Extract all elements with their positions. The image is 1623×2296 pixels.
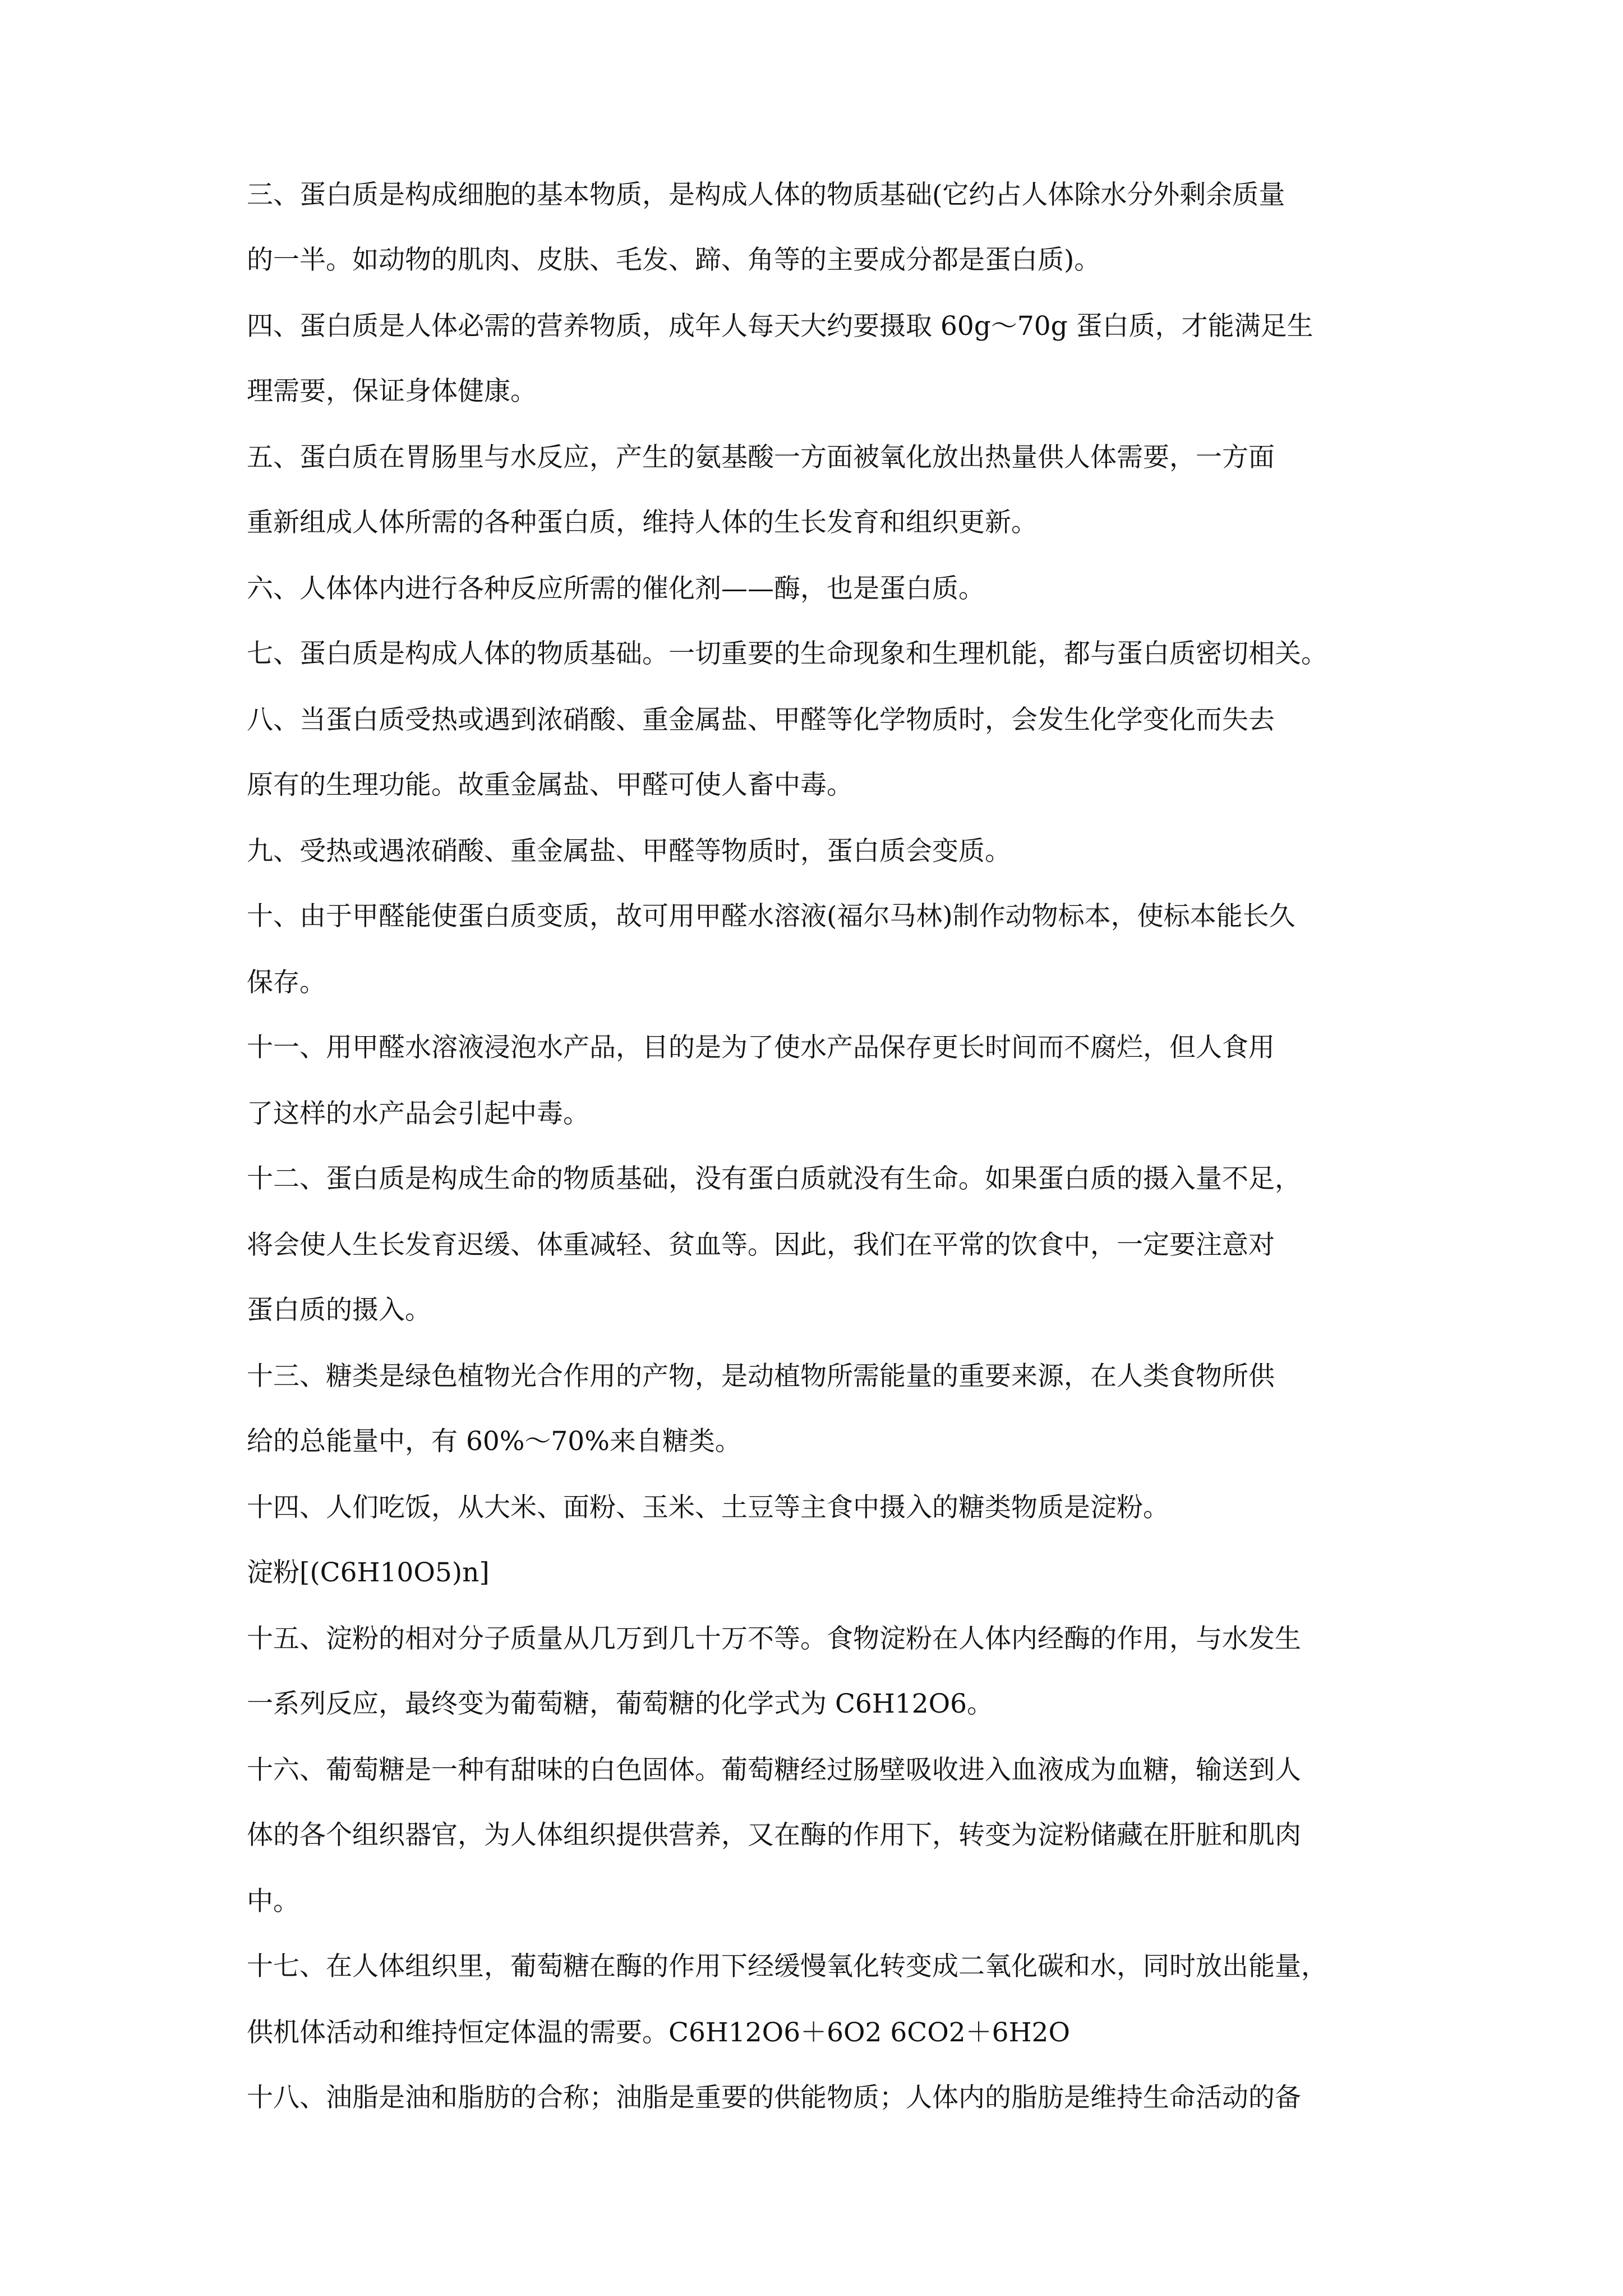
text-line: 了这样的水产品会引起中毒。 xyxy=(247,1098,589,1129)
text-line: 八、当蛋白质受热或遇到浓硝酸、重金属盐、甲醛等化学物质时，会发生化学变化而失去 xyxy=(247,705,1275,735)
text-line: 九、受热或遇浓硝酸、重金属盐、甲醛等物质时，蛋白质会变质。 xyxy=(247,836,1011,867)
text-line: 十、由于甲醛能使蛋白质变质，故可用甲醛水溶液(福尔马林)制作动物标本，使标本能长久 xyxy=(247,901,1295,932)
text-line: 十四、人们吃饭，从大米、面粉、玉米、土豆等主食中摄入的糖类物质是淀粉。 xyxy=(247,1492,1169,1523)
text-line: 给的总能量中，有 60%～70%来自糖类。 xyxy=(247,1426,741,1457)
text-line: 蛋白质的摄入。 xyxy=(247,1295,431,1326)
text-line: 保存。 xyxy=(247,967,326,998)
text-line: 原有的生理功能。故重金属盐、甲醛可使人畜中毒。 xyxy=(247,770,853,800)
text-line: 重新组成人体所需的各种蛋白质，维持人体的生长发育和组织更新。 xyxy=(247,507,1038,538)
text-line: 中。 xyxy=(247,1886,299,1917)
text-line: 十二、蛋白质是构成生命的物质基础，没有蛋白质就没有生命。如果蛋白质的摄入量不足， xyxy=(247,1163,1301,1194)
text-line: 三、蛋白质是构成细胞的基本物质，是构成人体的物质基础(它约占人体除水分外剩余质量 xyxy=(247,180,1285,210)
text-line: 的一半。如动物的肌肉、皮肤、毛发、蹄、角等的主要成分都是蛋白质)。 xyxy=(247,245,1101,275)
text-line: 十八、油脂是油和脂肪的合称；油脂是重要的供能物质；人体内的脂肪是维持生命活动的备 xyxy=(247,2082,1301,2113)
text-line: 理需要，保证身体健康。 xyxy=(247,376,537,407)
text-line: 六、人体体内进行各种反应所需的催化剂——酶，也是蛋白质。 xyxy=(247,573,985,604)
text-line: 十七、在人体组织里，葡萄糖在酶的作用下经缓慢氧化转变成二氧化碳和水，同时放出能量， xyxy=(247,1951,1327,1982)
text-line: 将会使人生长发育迟缓、体重减轻、贫血等。因此，我们在平常的饮食中，一定要注意对 xyxy=(247,1230,1275,1260)
text-line: 四、蛋白质是人体必需的营养物质，成年人每天大约要摄取 60g～70g 蛋白质，才能满足生 xyxy=(247,311,1313,342)
text-line: 淀粉[(C6H10O5)n] xyxy=(247,1557,490,1588)
text-line: 十五、淀粉的相对分子质量从几万到几十万不等。食物淀粉在人体内经酶的作用，与水发生 xyxy=(247,1623,1301,1654)
text-line: 十三、糖类是绿色植物光合作用的产物，是动植物所需能量的重要来源，在人类食物所供 xyxy=(247,1361,1275,1392)
text-line: 供机体活动和维持恒定体温的需要。C6H12O6＋6O2 6CO2＋6H2O xyxy=(247,2017,1070,2048)
text-line: 十六、葡萄糖是一种有甜味的白色固体。葡萄糖经过肠壁吸收进入血液成为血糖，输送到人 xyxy=(247,1755,1301,1786)
text-line: 一系列反应，最终变为葡萄糖，葡萄糖的化学式为 C6H12O6。 xyxy=(247,1688,994,1719)
text-line: 五、蛋白质在胃肠里与水反应，产生的氨基酸一方面被氧化放出热量供人体需要，一方面 xyxy=(247,442,1275,473)
text-line: 七、蛋白质是构成人体的物质基础。一切重要的生命现象和生理机能，都与蛋白质密切相关。 xyxy=(247,638,1327,669)
text-line: 十一、用甲醛水溶液浸泡水产品，目的是为了使水产品保存更长时间而不腐烂，但人食用 xyxy=(247,1032,1275,1063)
text-line: 体的各个组织器官，为人体组织提供营养，又在酶的作用下，转变为淀粉储藏在肝脏和肌肉 xyxy=(247,1820,1301,1851)
